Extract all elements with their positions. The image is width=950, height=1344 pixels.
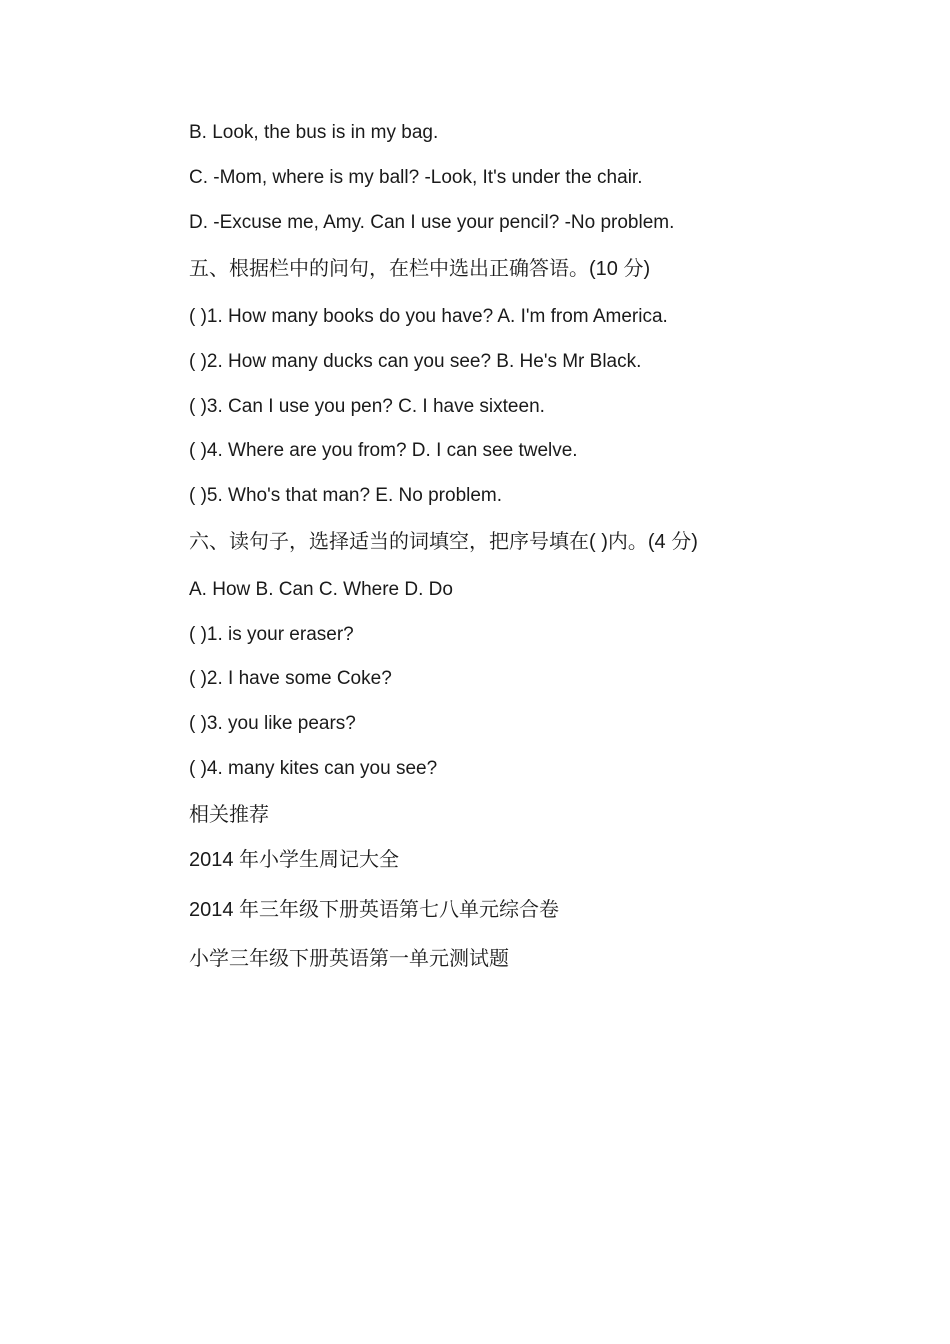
section-five-q1: ( )1. How many books do you have? A. I'm from America. [189,306,668,327]
option-b-line: B. Look, the bus is in my bag. [189,122,439,143]
option-c-line: C. -Mom, where is my ball? -Look, It's under the chair. [189,167,643,188]
related-link-1[interactable]: 2014 年小学生周记大全 [189,849,400,871]
section-five-q3: ( )3. Can I use you pen? C. I have sixteen. [189,396,545,417]
section-six-choices: A. How B. Can C. Where D. Do [189,579,453,600]
section-five-q2: ( )2. How many ducks can you see? B. He's Mr Black. [189,351,642,372]
section-five-heading: 五、根据栏中的问句，在栏中选出正确答语。(10 分) [189,258,651,280]
section-six-q4: ( )4. many kites can you see? [189,758,438,779]
related-link-2[interactable]: 2014 年三年级下册英语第七八单元综合卷 [189,899,560,921]
related-link-3[interactable]: 小学三年级下册英语第一单元测试题 [189,948,509,970]
option-d-line: D. -Excuse me, Amy. Can I use your pencil? -No problem. [189,212,675,233]
section-six-q3: ( )3. you like pears? [189,713,356,734]
section-five-q5: ( )5. Who's that man? E. No problem. [189,485,503,506]
section-six-q1: ( )1. is your eraser? [189,624,354,645]
section-six-q2: ( )2. I have some Coke? [189,668,392,689]
related-heading: 相关推荐 [189,804,269,826]
section-six-heading: 六、读句子，选择适当的词填空，把序号填在( )内。(4 分) [189,531,698,553]
section-five-q4: ( )4. Where are you from? D. I can see twelve. [189,440,578,461]
